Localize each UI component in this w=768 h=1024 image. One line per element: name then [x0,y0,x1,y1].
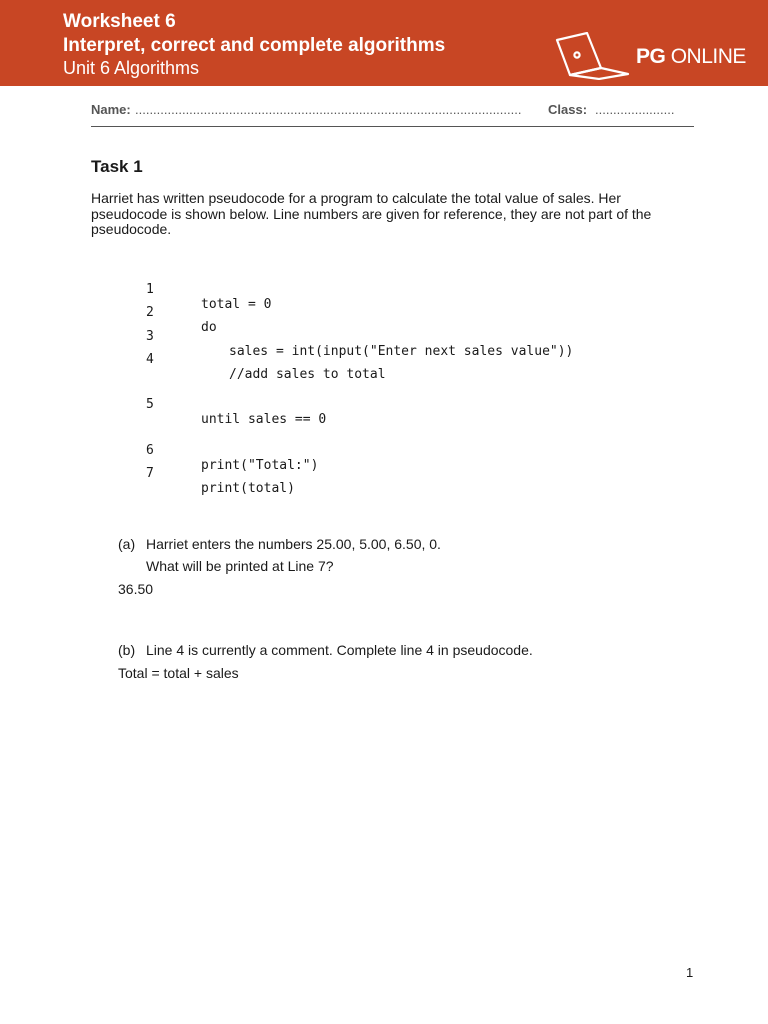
class-field[interactable]: ...................... [595,102,675,117]
question-b-text: Line 4 is currently a comment. Complete line 4 in pseudocode. [146,642,533,658]
code-text: print(total) [201,481,295,496]
code-text: total = 0 [201,297,272,312]
question-a-label: (a) [118,536,136,552]
question-b-label: (b) [118,642,136,658]
answer-a[interactable]: 36.50 [118,581,154,597]
code-text: do [201,320,217,335]
question-a-text: Harriet enters the numbers 25.00, 5.00, 6.50, 0. [146,536,441,552]
worksheet-number: Worksheet 6 [63,11,176,32]
line-number: 4 [146,352,154,367]
line-number: 1 [146,282,154,297]
line-number: 5 [146,397,154,412]
unit-title: Unit 6 Algorithms [63,58,200,78]
task-heading: Task 1 [91,157,143,176]
code-text: sales = int(input("Enter next sales value")) [229,344,574,359]
class-label: Class: [548,102,588,117]
code-line [0,451,295,511]
line-number: 2 [146,305,154,320]
line-number: 7 [146,466,154,481]
name-class-row [91,102,694,127]
laptop-icon [553,32,633,80]
code-text: until sales == 0 [201,412,327,427]
code-text: //add sales to total [229,367,386,382]
worksheet-title: Interpret, correct and complete algorithms [63,35,446,56]
task-intro: Harriet has written pseudocode for a program to calculate the total value of sales. Her pseudocode is shown below. Line numbers are given for reference, they are not part of the pseudocode. [91,190,652,237]
logo-wordmark [636,45,746,69]
header-banner [0,0,768,86]
logo-online: ONLINE [670,45,746,68]
line-number: 6 [146,443,154,458]
logo-pg: PG [636,45,666,68]
page-number: 1 [686,965,694,980]
code-text: print("Total:") [201,458,319,473]
answer-b[interactable]: Total = total + sales [118,665,239,681]
line-number: 3 [146,329,154,344]
name-label: Name: [91,102,131,117]
question-a-subtext: What will be printed at Line 7? [146,558,334,574]
name-field[interactable]: ........................................................................................................... [135,102,522,117]
